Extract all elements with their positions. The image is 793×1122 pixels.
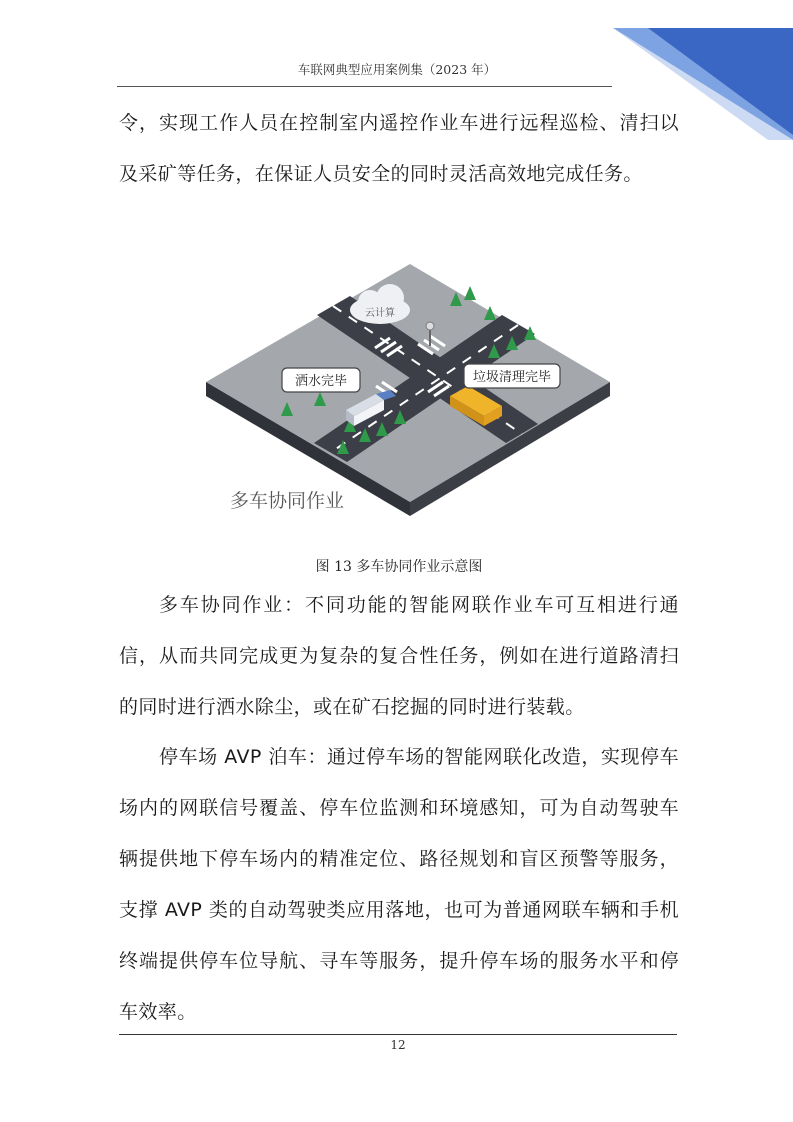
- footer-rule: [119, 1034, 677, 1035]
- figure-overlay-title: 多车协同作业: [230, 490, 345, 512]
- paragraph-avp-parking: [119, 732, 679, 1038]
- paragraph-text: 停车场 AVP 泊车：通过停车场的智能网联化改造，实现停车场内的网联信号覆盖、停车位监测和环境感知，可为自动驾驶车辆提供地下停车场内的精准定位、路径规划和盲区预警等服务，支撑 AVP 类的自动驾驶类应用落地，也可为普通网联车辆和手机终端提供停车位导航、寻车等服务，提升停车场的服务水平和停车效率。: [119, 746, 679, 1023]
- cloud-label: 云计算: [365, 308, 395, 319]
- left-bubble-text: 洒水完毕: [294, 374, 348, 389]
- running-header: 车联网典型应用案例集（2023 年）: [297, 62, 497, 77]
- figure-caption: 图 13 多车协同作业示意图: [315, 559, 483, 575]
- intro-paragraph: [119, 98, 679, 200]
- page-number: 12: [390, 1038, 406, 1052]
- header-rule: [117, 86, 612, 87]
- intro-text: 令，实现工作人员在控制室内遥控作业车进行远程巡检、清扫以及采矿等任务，在保证人员安全的同时灵活高效地完成任务。: [119, 112, 679, 185]
- paragraph-multi-vehicle: [119, 580, 679, 733]
- multi-vehicle-illustration: [200, 258, 620, 526]
- right-bubble-text: 垃圾清理完毕: [472, 370, 552, 385]
- paragraph-text: 多车协同作业：不同功能的智能网联作业车可互相进行通信，从而共同完成更为复杂的复合性任务，例如在进行道路清扫的同时进行洒水除尘，或在矿石挖掘的同时进行装载。: [119, 594, 679, 718]
